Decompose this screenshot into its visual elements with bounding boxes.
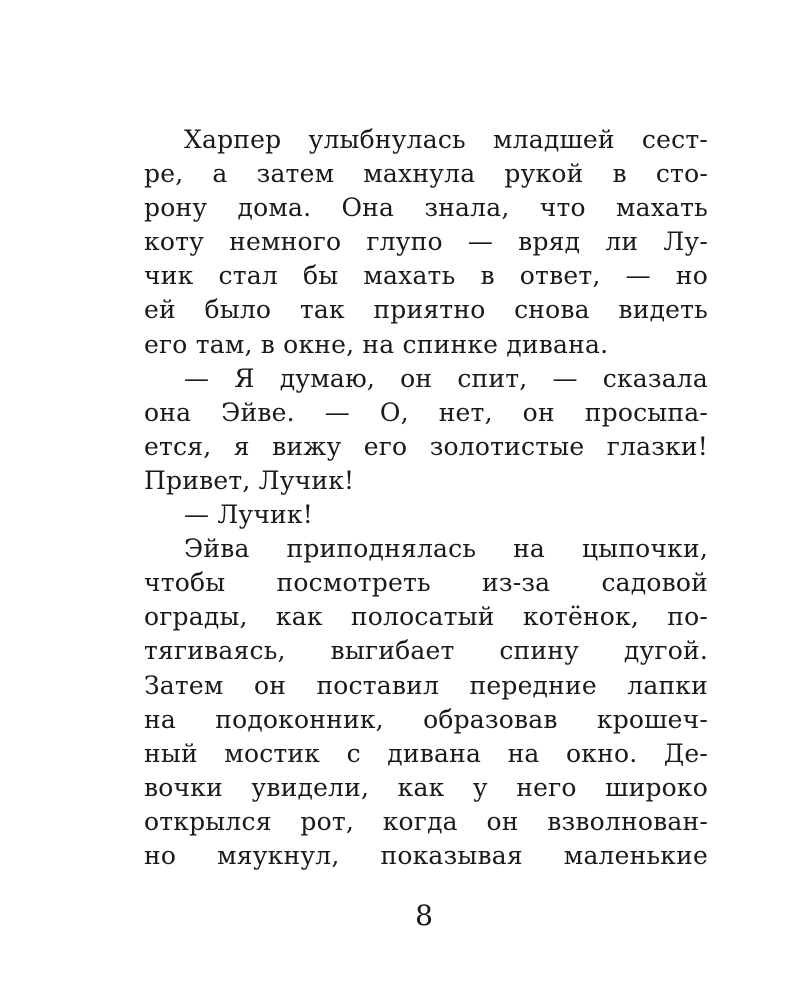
text-line: ограды, как полосатый котёнок, по- xyxy=(144,602,708,632)
text-line: коту немного глупо — вряд ли Лу- xyxy=(144,227,708,257)
text-line: — Лучик! xyxy=(184,500,313,530)
text-line: Харпер улыбнулась младшей сест- xyxy=(184,125,708,154)
body-text xyxy=(144,123,708,873)
text-line: она Эйве. — О, нет, он просыпа- xyxy=(144,397,708,427)
text-line: открылся рот, когда он взволнован- xyxy=(144,806,708,836)
text-line: ей было так приятно снова видеть xyxy=(144,295,708,325)
text-line: ется, я вижу его золотистые глазки! xyxy=(144,431,708,461)
page-number: 8 xyxy=(415,899,433,932)
text-line: чтобы посмотреть из-за садовой xyxy=(144,568,708,598)
text-line: рону дома. Она знала, что махать xyxy=(144,193,708,223)
text-line: но мяукнул, показывая маленькие xyxy=(144,840,708,870)
text-line: — Я думаю, он спит, — сказала xyxy=(184,363,708,393)
text-line: Привет, Лучик! xyxy=(144,465,355,495)
text-line: тягиваясь, выгибает спину дугой. xyxy=(144,636,708,666)
text-line: Затем он поставил передние лапки xyxy=(144,670,708,700)
text-line: Эйва приподнялась на цыпочки, xyxy=(184,534,708,564)
text-line: его там, в окне, на спинке дивана. xyxy=(144,329,609,359)
text-line: ре, а затем махнула рукой в сто- xyxy=(144,159,708,189)
text-line: вочки увидели, как у него широко xyxy=(144,772,708,802)
text-line: ный мостик с дивана на окно. Де- xyxy=(144,738,708,768)
text-line: чик стал бы махать в ответ, — но xyxy=(144,261,708,291)
text-line: на подоконник, образовав крошеч- xyxy=(144,704,708,734)
